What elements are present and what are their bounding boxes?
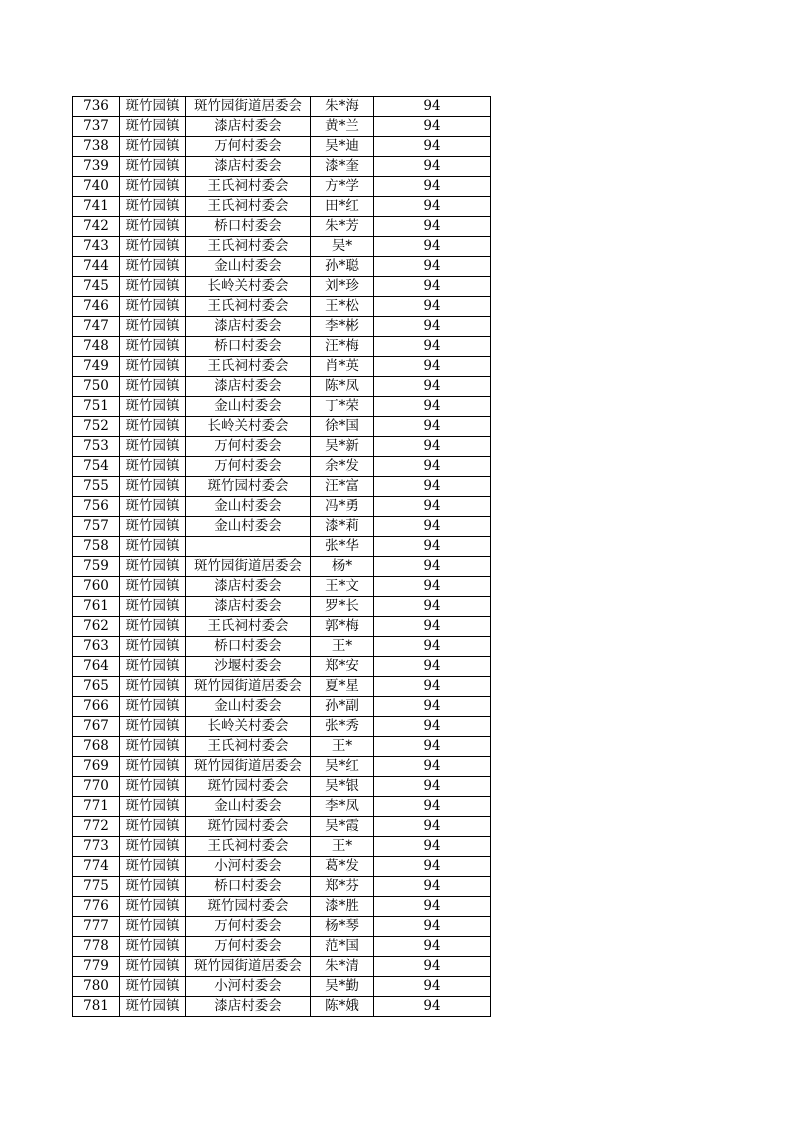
town-cell: 斑竹园镇 — [120, 457, 186, 477]
table-row — [73, 677, 491, 697]
village-cell: 沙堰村委会 — [186, 657, 311, 677]
name-cell: 冯*勇 — [311, 497, 374, 517]
score-cell: 94 — [374, 637, 491, 657]
score-cell: 94 — [374, 277, 491, 297]
village-cell: 金山村委会 — [186, 517, 311, 537]
row-number: 759 — [73, 557, 120, 577]
score-cell: 94 — [374, 477, 491, 497]
table-row — [73, 117, 491, 137]
table-row — [73, 737, 491, 757]
row-number: 768 — [73, 737, 120, 757]
town-cell: 斑竹园镇 — [120, 177, 186, 197]
score-cell: 94 — [374, 457, 491, 477]
score-cell: 94 — [374, 737, 491, 757]
town-cell: 斑竹园镇 — [120, 577, 186, 597]
name-cell: 吴*迪 — [311, 137, 374, 157]
score-cell: 94 — [374, 817, 491, 837]
village-cell: 漆店村委会 — [186, 157, 311, 177]
score-cell: 94 — [374, 217, 491, 237]
village-cell: 金山村委会 — [186, 497, 311, 517]
name-cell: 肖*英 — [311, 357, 374, 377]
table-row — [73, 877, 491, 897]
row-number: 741 — [73, 197, 120, 217]
town-cell: 斑竹园镇 — [120, 497, 186, 517]
table-row — [73, 637, 491, 657]
town-cell: 斑竹园镇 — [120, 117, 186, 137]
village-cell: 金山村委会 — [186, 697, 311, 717]
score-cell: 94 — [374, 437, 491, 457]
town-cell: 斑竹园镇 — [120, 257, 186, 277]
name-cell: 葛*发 — [311, 857, 374, 877]
row-number: 775 — [73, 877, 120, 897]
town-cell: 斑竹园镇 — [120, 197, 186, 217]
table-row — [73, 457, 491, 477]
row-number: 776 — [73, 897, 120, 917]
town-cell: 斑竹园镇 — [120, 957, 186, 977]
row-number: 739 — [73, 157, 120, 177]
town-cell: 斑竹园镇 — [120, 477, 186, 497]
name-cell: 张*华 — [311, 537, 374, 557]
town-cell: 斑竹园镇 — [120, 417, 186, 437]
row-number: 749 — [73, 357, 120, 377]
town-cell: 斑竹园镇 — [120, 317, 186, 337]
name-cell: 孙*聪 — [311, 257, 374, 277]
village-cell: 王氏祠村委会 — [186, 297, 311, 317]
name-cell: 杨*琴 — [311, 917, 374, 937]
score-cell: 94 — [374, 377, 491, 397]
town-cell: 斑竹园镇 — [120, 877, 186, 897]
row-number: 765 — [73, 677, 120, 697]
town-cell: 斑竹园镇 — [120, 557, 186, 577]
name-cell: 朱*芳 — [311, 217, 374, 237]
town-cell: 斑竹园镇 — [120, 97, 186, 117]
table-row — [73, 357, 491, 377]
score-cell: 94 — [374, 157, 491, 177]
row-number: 764 — [73, 657, 120, 677]
name-cell: 黄*兰 — [311, 117, 374, 137]
table-row — [73, 817, 491, 837]
village-cell: 小河村委会 — [186, 977, 311, 997]
town-cell: 斑竹园镇 — [120, 977, 186, 997]
score-cell: 94 — [374, 897, 491, 917]
table-row — [73, 617, 491, 637]
village-cell: 斑竹园村委会 — [186, 777, 311, 797]
town-cell: 斑竹园镇 — [120, 777, 186, 797]
score-cell: 94 — [374, 677, 491, 697]
row-number: 773 — [73, 837, 120, 857]
row-number: 777 — [73, 917, 120, 937]
name-cell: 吴*红 — [311, 757, 374, 777]
row-number: 742 — [73, 217, 120, 237]
row-number: 745 — [73, 277, 120, 297]
score-cell: 94 — [374, 417, 491, 437]
row-number: 780 — [73, 977, 120, 997]
town-cell: 斑竹园镇 — [120, 617, 186, 637]
village-cell: 漆店村委会 — [186, 577, 311, 597]
score-cell: 94 — [374, 917, 491, 937]
town-cell: 斑竹园镇 — [120, 437, 186, 457]
name-cell: 汪*梅 — [311, 337, 374, 357]
name-cell: 漆*奎 — [311, 157, 374, 177]
table-row — [73, 977, 491, 997]
name-cell: 余*发 — [311, 457, 374, 477]
row-number: 772 — [73, 817, 120, 837]
town-cell: 斑竹园镇 — [120, 817, 186, 837]
table-row — [73, 297, 491, 317]
name-cell: 郑*芬 — [311, 877, 374, 897]
village-cell: 王氏祠村委会 — [186, 177, 311, 197]
name-cell: 李*彬 — [311, 317, 374, 337]
table-row — [73, 497, 491, 517]
village-cell: 斑竹园村委会 — [186, 817, 311, 837]
table-row — [73, 697, 491, 717]
village-cell: 万何村委会 — [186, 937, 311, 957]
table-row — [73, 377, 491, 397]
table-row — [73, 777, 491, 797]
score-cell: 94 — [374, 117, 491, 137]
name-cell: 吴*勤 — [311, 977, 374, 997]
score-cell: 94 — [374, 257, 491, 277]
row-number: 760 — [73, 577, 120, 597]
table-row — [73, 337, 491, 357]
row-number: 753 — [73, 437, 120, 457]
score-cell: 94 — [374, 557, 491, 577]
score-cell: 94 — [374, 877, 491, 897]
village-cell: 漆店村委会 — [186, 997, 311, 1017]
table-row — [73, 97, 491, 117]
table-row — [73, 477, 491, 497]
village-cell: 王氏祠村委会 — [186, 357, 311, 377]
row-number: 758 — [73, 537, 120, 557]
name-cell: 漆*胜 — [311, 897, 374, 917]
town-cell: 斑竹园镇 — [120, 137, 186, 157]
town-cell: 斑竹园镇 — [120, 857, 186, 877]
score-cell: 94 — [374, 957, 491, 977]
row-number: 752 — [73, 417, 120, 437]
town-cell: 斑竹园镇 — [120, 717, 186, 737]
table-row — [73, 997, 491, 1017]
table-row — [73, 797, 491, 817]
town-cell: 斑竹园镇 — [120, 657, 186, 677]
name-cell: 张*秀 — [311, 717, 374, 737]
name-cell: 夏*星 — [311, 677, 374, 697]
town-cell: 斑竹园镇 — [120, 737, 186, 757]
score-cell: 94 — [374, 797, 491, 817]
name-cell: 漆*莉 — [311, 517, 374, 537]
town-cell: 斑竹园镇 — [120, 217, 186, 237]
row-number: 767 — [73, 717, 120, 737]
row-number: 743 — [73, 237, 120, 257]
table-row — [73, 917, 491, 937]
table-row — [73, 177, 491, 197]
score-cell: 94 — [374, 937, 491, 957]
name-cell: 范*国 — [311, 937, 374, 957]
row-number: 762 — [73, 617, 120, 637]
village-cell: 斑竹园街道居委会 — [186, 677, 311, 697]
table-row — [73, 577, 491, 597]
score-cell: 94 — [374, 777, 491, 797]
name-cell: 孙*副 — [311, 697, 374, 717]
village-cell: 王氏祠村委会 — [186, 737, 311, 757]
score-cell: 94 — [374, 337, 491, 357]
town-cell: 斑竹园镇 — [120, 377, 186, 397]
name-cell: 朱*清 — [311, 957, 374, 977]
town-cell: 斑竹园镇 — [120, 597, 186, 617]
name-cell: 方*学 — [311, 177, 374, 197]
score-cell: 94 — [374, 837, 491, 857]
name-cell: 吴*新 — [311, 437, 374, 457]
name-cell: 王* — [311, 837, 374, 857]
village-cell: 斑竹园村委会 — [186, 897, 311, 917]
name-cell: 汪*富 — [311, 477, 374, 497]
score-cell: 94 — [374, 997, 491, 1017]
name-cell: 刘*珍 — [311, 277, 374, 297]
town-cell: 斑竹园镇 — [120, 397, 186, 417]
table-row — [73, 197, 491, 217]
name-cell: 吴*霞 — [311, 817, 374, 837]
village-cell: 长岭关村委会 — [186, 717, 311, 737]
table-row — [73, 397, 491, 417]
town-cell: 斑竹园镇 — [120, 837, 186, 857]
name-cell: 徐*国 — [311, 417, 374, 437]
village-cell: 斑竹园街道居委会 — [186, 97, 311, 117]
village-cell: 斑竹园村委会 — [186, 477, 311, 497]
score-cell: 94 — [374, 397, 491, 417]
town-cell: 斑竹园镇 — [120, 157, 186, 177]
town-cell: 斑竹园镇 — [120, 697, 186, 717]
town-cell: 斑竹园镇 — [120, 637, 186, 657]
town-cell: 斑竹园镇 — [120, 517, 186, 537]
row-number: 756 — [73, 497, 120, 517]
name-cell: 王*松 — [311, 297, 374, 317]
table-row — [73, 957, 491, 977]
row-number: 778 — [73, 937, 120, 957]
score-cell: 94 — [374, 857, 491, 877]
score-cell: 94 — [374, 297, 491, 317]
village-cell: 漆店村委会 — [186, 597, 311, 617]
row-number: 763 — [73, 637, 120, 657]
table-row — [73, 517, 491, 537]
row-number: 755 — [73, 477, 120, 497]
row-number: 774 — [73, 857, 120, 877]
table-row — [73, 437, 491, 457]
score-cell: 94 — [374, 597, 491, 617]
name-cell: 杨* — [311, 557, 374, 577]
score-cell: 94 — [374, 717, 491, 737]
table-row — [73, 557, 491, 577]
village-cell: 桥口村委会 — [186, 217, 311, 237]
row-number: 779 — [73, 957, 120, 977]
score-cell: 94 — [374, 317, 491, 337]
row-number: 737 — [73, 117, 120, 137]
row-number: 766 — [73, 697, 120, 717]
town-cell: 斑竹园镇 — [120, 337, 186, 357]
name-cell: 吴* — [311, 237, 374, 257]
town-cell: 斑竹园镇 — [120, 937, 186, 957]
village-cell: 万何村委会 — [186, 917, 311, 937]
village-cell: 斑竹园街道居委会 — [186, 557, 311, 577]
row-number: 747 — [73, 317, 120, 337]
score-cell: 94 — [374, 577, 491, 597]
table-row — [73, 597, 491, 617]
score-cell: 94 — [374, 237, 491, 257]
village-cell: 万何村委会 — [186, 437, 311, 457]
village-cell: 斑竹园街道居委会 — [186, 957, 311, 977]
row-number: 750 — [73, 377, 120, 397]
table-row — [73, 157, 491, 177]
name-cell: 郑*安 — [311, 657, 374, 677]
score-cell: 94 — [374, 197, 491, 217]
records-table — [72, 96, 491, 1017]
name-cell: 朱*海 — [311, 97, 374, 117]
name-cell: 丁*荣 — [311, 397, 374, 417]
village-cell: 长岭关村委会 — [186, 277, 311, 297]
town-cell: 斑竹园镇 — [120, 537, 186, 557]
row-number: 754 — [73, 457, 120, 477]
row-number: 740 — [73, 177, 120, 197]
village-cell: 斑竹园街道居委会 — [186, 757, 311, 777]
town-cell: 斑竹园镇 — [120, 237, 186, 257]
score-cell: 94 — [374, 617, 491, 637]
town-cell: 斑竹园镇 — [120, 797, 186, 817]
village-cell: 金山村委会 — [186, 397, 311, 417]
name-cell: 王* — [311, 637, 374, 657]
name-cell: 王* — [311, 737, 374, 757]
name-cell: 李*凤 — [311, 797, 374, 817]
table-row — [73, 537, 491, 557]
score-cell: 94 — [374, 757, 491, 777]
village-cell: 桥口村委会 — [186, 637, 311, 657]
row-number: 761 — [73, 597, 120, 617]
village-cell: 漆店村委会 — [186, 377, 311, 397]
table-row — [73, 657, 491, 677]
row-number: 770 — [73, 777, 120, 797]
score-cell: 94 — [374, 357, 491, 377]
village-cell: 长岭关村委会 — [186, 417, 311, 437]
score-cell: 94 — [374, 517, 491, 537]
row-number: 738 — [73, 137, 120, 157]
row-number: 748 — [73, 337, 120, 357]
town-cell: 斑竹园镇 — [120, 357, 186, 377]
table-row — [73, 857, 491, 877]
table-row — [73, 837, 491, 857]
table-row — [73, 417, 491, 437]
table-row — [73, 237, 491, 257]
name-cell: 吴*银 — [311, 777, 374, 797]
village-cell: 金山村委会 — [186, 257, 311, 277]
town-cell: 斑竹园镇 — [120, 677, 186, 697]
score-cell: 94 — [374, 657, 491, 677]
village-cell: 金山村委会 — [186, 797, 311, 817]
table-row — [73, 257, 491, 277]
village-cell: 王氏祠村委会 — [186, 237, 311, 257]
score-cell: 94 — [374, 537, 491, 557]
town-cell: 斑竹园镇 — [120, 277, 186, 297]
table-body — [73, 97, 491, 1017]
name-cell: 陈*凤 — [311, 377, 374, 397]
name-cell: 陈*娥 — [311, 997, 374, 1017]
village-cell: 王氏祠村委会 — [186, 837, 311, 857]
name-cell: 王*文 — [311, 577, 374, 597]
village-cell: 漆店村委会 — [186, 317, 311, 337]
row-number: 746 — [73, 297, 120, 317]
town-cell: 斑竹园镇 — [120, 997, 186, 1017]
village-cell: 王氏祠村委会 — [186, 617, 311, 637]
row-number: 757 — [73, 517, 120, 537]
row-number: 744 — [73, 257, 120, 277]
name-cell: 罗*长 — [311, 597, 374, 617]
score-cell: 94 — [374, 97, 491, 117]
name-cell: 田*红 — [311, 197, 374, 217]
village-cell: 万何村委会 — [186, 137, 311, 157]
row-number: 751 — [73, 397, 120, 417]
name-cell: 郭*梅 — [311, 617, 374, 637]
row-number: 769 — [73, 757, 120, 777]
table-row — [73, 317, 491, 337]
table-row — [73, 757, 491, 777]
town-cell: 斑竹园镇 — [120, 897, 186, 917]
village-cell: 漆店村委会 — [186, 117, 311, 137]
row-number: 736 — [73, 97, 120, 117]
row-number: 781 — [73, 997, 120, 1017]
town-cell: 斑竹园镇 — [120, 917, 186, 937]
table-row — [73, 217, 491, 237]
score-cell: 94 — [374, 137, 491, 157]
table-row — [73, 277, 491, 297]
table-row — [73, 937, 491, 957]
table-row — [73, 897, 491, 917]
town-cell: 斑竹园镇 — [120, 297, 186, 317]
village-cell: 小河村委会 — [186, 857, 311, 877]
village-cell: 桥口村委会 — [186, 337, 311, 357]
score-cell: 94 — [374, 497, 491, 517]
score-cell: 94 — [374, 697, 491, 717]
score-cell: 94 — [374, 977, 491, 997]
score-cell: 94 — [374, 177, 491, 197]
table-row — [73, 717, 491, 737]
row-number: 771 — [73, 797, 120, 817]
village-cell — [186, 537, 311, 557]
table-row — [73, 137, 491, 157]
town-cell: 斑竹园镇 — [120, 757, 186, 777]
village-cell: 万何村委会 — [186, 457, 311, 477]
village-cell: 王氏祠村委会 — [186, 197, 311, 217]
village-cell: 桥口村委会 — [186, 877, 311, 897]
